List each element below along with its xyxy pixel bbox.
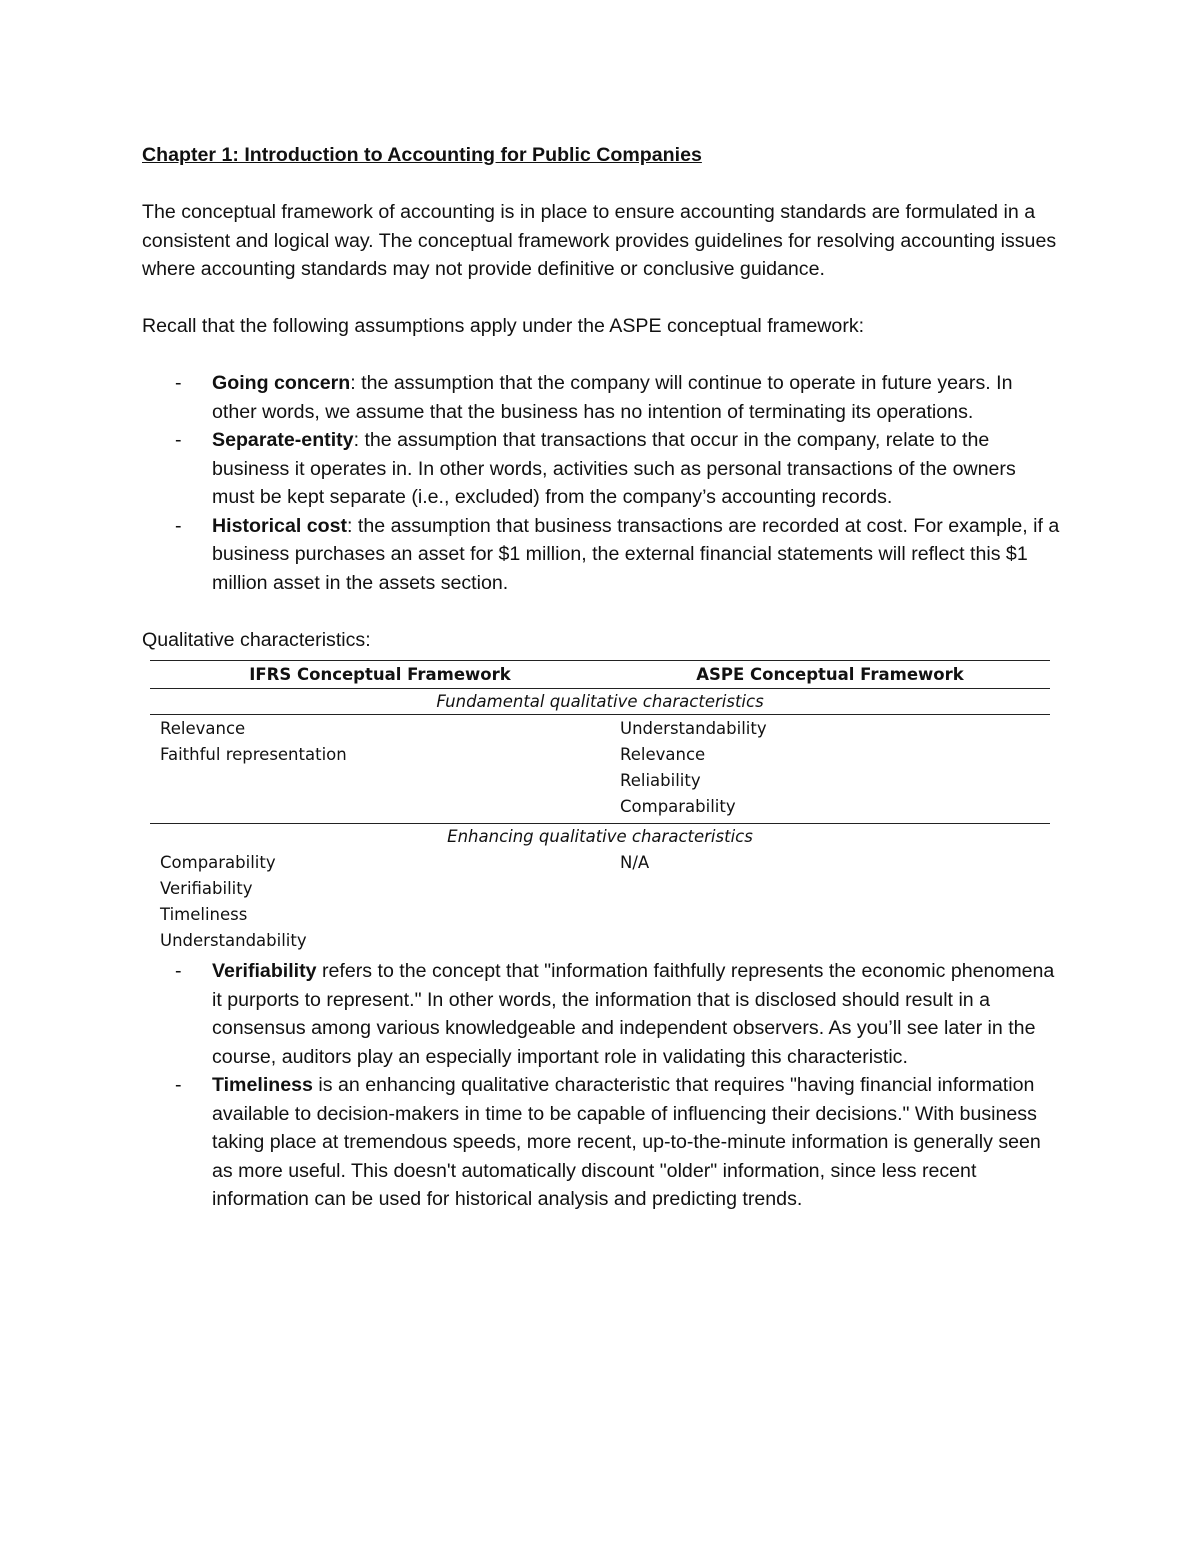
table-cell: Faithful representation (160, 745, 347, 764)
table-cell: Relevance (160, 719, 246, 738)
page-title: Chapter 1: Introduction to Accounting for Public Companies (142, 144, 702, 166)
enhancing-ifrs-cell (150, 849, 610, 957)
qualitative-label: Qualitative characteristics: (142, 628, 371, 651)
characteristic-term: Timeliness (212, 1074, 313, 1096)
table-cell: N/A (620, 853, 650, 872)
list-item (142, 426, 1062, 512)
table-header-aspe: ASPE Conceptual Framework (610, 661, 1050, 689)
qualitative-table (150, 660, 1050, 957)
assumptions-list (142, 369, 1062, 597)
table-cell: Timeliness (160, 905, 248, 924)
table-cell: Comparability (620, 797, 736, 816)
section-title-fundamental: Fundamental qualitative characteristics (150, 689, 1050, 715)
assumption-term: Separate-entity (212, 429, 354, 451)
fundamental-ifrs-cell (150, 715, 610, 824)
table-cell: Comparability (160, 853, 276, 872)
assumption-text: : the assumption that business transactions are recorded at cost. For example, if a business purchases an asset for $1 million, the external financial statements will reflect this $1 million asset in the assets section. (212, 514, 1060, 594)
intro-paragraph: The conceptual framework of accounting is in place to ensure accounting standards are formulated in a consistent and logical way. The conceptual framework provides guidelines for resolving accounting issues where accounting standards may not provide definitive or conclusive guidance. (142, 201, 1057, 280)
assumption-text: : the assumption that the company will continue to operate in future years. In other words, we assume that the business has no intention of terminating its operations. (212, 372, 1013, 423)
table-cell: Relevance (620, 745, 706, 764)
list-item (142, 512, 1062, 598)
table-cell: Reliability (620, 771, 701, 790)
characteristic-term: Verifiability (212, 960, 317, 982)
bullet-dash: - (175, 429, 182, 451)
table-cell: Understandability (620, 719, 767, 738)
section-title-enhancing: Enhancing qualitative characteristics (447, 827, 753, 846)
bullet-dash: - (175, 372, 182, 394)
characteristic-text: is an enhancing qualitative characteristic that requires "having financial information available to decision-makers in time to be capable of influencing their decisions." With business taking place at tremendous speeds, more recent, up-to-the-minute information is generally seen as more useful. This doesn't automatically discount "older" information, since less recent information can be used for historical analysis and predicting trends. (212, 1074, 1041, 1210)
characteristic-text: refers to the concept that "information faithfully represents the economic phenomena it purports to represent." In other words, the information that is disclosed should result in a consensus among various knowledgeable and independent observers. As you’ll see later in the course, auditors play an especially important role in validating this characteristic. (212, 960, 1055, 1068)
assumption-term: Historical cost (212, 514, 348, 537)
fundamental-aspe-cell (610, 715, 1050, 824)
bullet-dash: - (175, 1074, 182, 1096)
recall-sentence: Recall that the following assumptions apply under the ASPE conceptual framework: (142, 315, 865, 337)
list-item (142, 957, 1062, 1071)
assumption-term: Going concern (212, 372, 351, 394)
table-cell: Verifiability (160, 879, 253, 898)
list-item (142, 1071, 1062, 1214)
table-cell: Understandability (160, 931, 307, 950)
bullet-dash: - (175, 960, 182, 982)
assumption-text: : the assumption that transactions that occur in the company, relate to the business it operates in. In other words, activities such as personal transactions of the owners must be kept separate (i.e., excluded) from the company’s accounting records. (212, 429, 1016, 508)
table-header-ifrs: IFRS Conceptual Framework (150, 661, 610, 689)
document-page (142, 141, 1062, 1214)
enhancing-aspe-cell (610, 849, 1050, 957)
characteristics-list (142, 957, 1062, 1214)
list-item (142, 369, 1062, 426)
bullet-dash: - (175, 514, 182, 537)
